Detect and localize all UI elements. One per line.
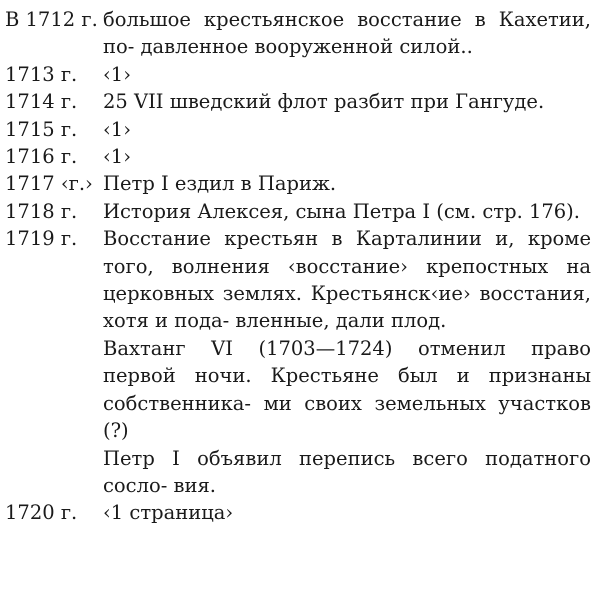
entry-1719 — [0, 225, 600, 499]
entry-1717 — [0, 170, 600, 197]
year-label: 1718 г. — [5, 199, 78, 223]
year-label: 1719 г. — [5, 227, 78, 251]
year-label: 1714 г. — [5, 90, 78, 114]
entry-text — [103, 499, 591, 526]
paragraph: большое крестьянское восстание в Кахетии, по- давленное вооруженной силой.. — [103, 8, 591, 59]
entry-text — [103, 198, 591, 225]
year-label: 1716 г. — [5, 145, 78, 169]
entry-1712 — [0, 6, 600, 61]
year-label: 1715 г. — [5, 117, 78, 141]
chronology-page — [0, 6, 600, 527]
entry-text — [103, 88, 591, 115]
entry-1715 — [0, 116, 600, 143]
entry-text — [103, 143, 591, 170]
paragraph: ‹1› — [103, 145, 132, 169]
paragraph: Петр I объявил перепись всего податного сосло- вия. — [103, 446, 591, 497]
paragraph: Петр I ездил в Париж. — [103, 172, 337, 196]
entry-text — [103, 6, 591, 61]
paragraph: Вахтанг VI (1703—1724) отменил право первой ночи. Крестьяне был и признаны собственника- ми своих земельных участков (?) — [103, 336, 591, 443]
entry-1714 — [0, 88, 600, 115]
entry-1718 — [0, 198, 600, 225]
entry-1720 — [0, 499, 600, 526]
year-label: 1713 г. — [5, 62, 78, 86]
year-label: 1720 г. — [5, 501, 78, 525]
entry-1713 — [0, 61, 600, 88]
paragraph: 25 VII шведский флот разбит при Гангуде. — [103, 90, 545, 114]
paragraph: Восстание крестьян в Карталинии и, кроме того, волнения ‹восстание› крепостных на церковных землях. Крестьянск‹ие› восстания, хотя и пода- вленные, дали плод. — [103, 227, 591, 333]
paragraph: ‹1 страница› — [103, 501, 234, 525]
entry-text — [103, 61, 591, 88]
entry-text — [103, 225, 591, 499]
entry-text — [103, 170, 591, 197]
paragraph: ‹1› — [103, 117, 132, 141]
entry-1716 — [0, 143, 600, 170]
paragraph: История Алексея, сына Петра I (см. стр. 176). — [103, 199, 580, 223]
entry-text — [103, 116, 591, 143]
paragraph: ‹1› — [103, 62, 132, 86]
year-label: В 1712 г. — [5, 8, 98, 31]
year-label: 1717 ‹г.› — [5, 172, 93, 196]
